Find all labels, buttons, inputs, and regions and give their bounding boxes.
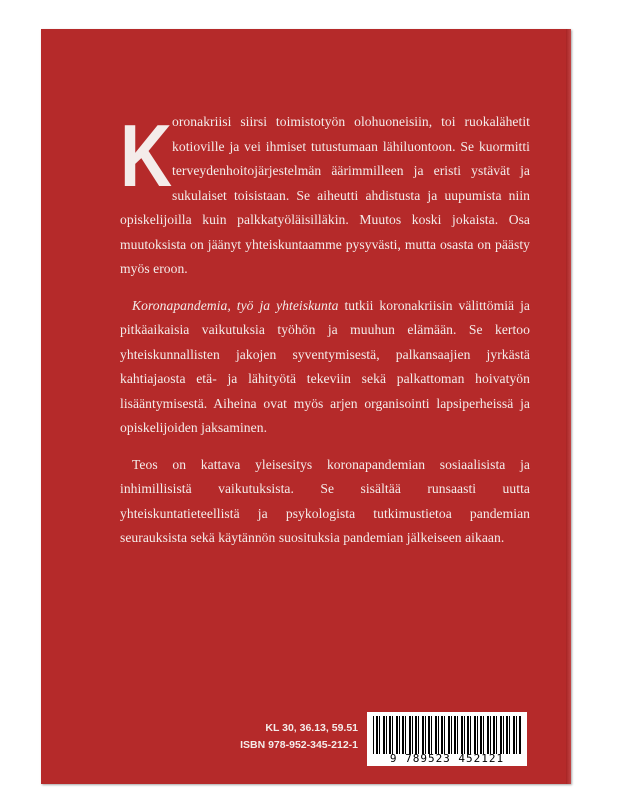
library-classification: KL 30, 36.13, 59.51 — [265, 722, 358, 734]
cover-edge — [566, 29, 571, 784]
paragraph-2-text: tutkii koronakriisin välittömiä ja pitkäaikaisia vaikutuksia työhön ja muuhun elämään. Se kertoo yhteiskunnallisten jakojen syventymisestä, palkansaajien jyrkästä kahtiajaosta etä- ja lähityötä tekeviin sekä palkattoman hoivatyön lisääntymisestä. Aiheina ovat myös arjen organisointi lapsiperheissä ja opiskelijoiden jaksaminen. — [120, 297, 530, 435]
blurb-paragraph-3 — [120, 453, 530, 551]
book-title-italic: Koronapandemia, työ ja yhteiskunta — [132, 297, 339, 313]
blurb-paragraph-2 — [120, 294, 530, 441]
barcode-number: 9 789523 452121 — [389, 752, 505, 765]
dropcap-letter: K — [120, 106, 173, 205]
paragraph-1-text: oronakriisi siirsi toimistotyön olohuoneisiin, toi ruokalähetit kotioville ja vei ihmiset tutustumaan lähiluontoon. Se kuormitti terveydenhoitojärjestelmän äärimmilleen ja eristi ystävät ja sukulaiset toisistaan. Se aiheutti ahdistusta ja uupumista niin opiskelijoilla kuin palkkatyöläisilläkin. Muutos koski jokaista. Osa muutoksista on jäänyt yhteiskuntaamme pysyvästi, mutta osasta on päästy myös eroon. — [120, 114, 530, 276]
isbn-code: ISBN 978-952-345-212-1 — [240, 739, 358, 751]
barcode — [367, 712, 527, 766]
publication-codes — [238, 720, 358, 754]
blurb-paragraph-1 — [120, 106, 530, 282]
blurb-text — [120, 106, 530, 563]
barcode-bars — [373, 716, 521, 754]
paragraph-3-text: Teos on kattava yleisesitys koronapandemian sosiaalisista ja inhimillisistä vaikutuksista. Se sisältää runsaasti uutta yhteiskuntatieteellistä ja psykologista tutkimustietoa pandemian seurauksista sekä käytännön suosituksia pandemian jälkeiseen aikaan. — [120, 456, 530, 545]
